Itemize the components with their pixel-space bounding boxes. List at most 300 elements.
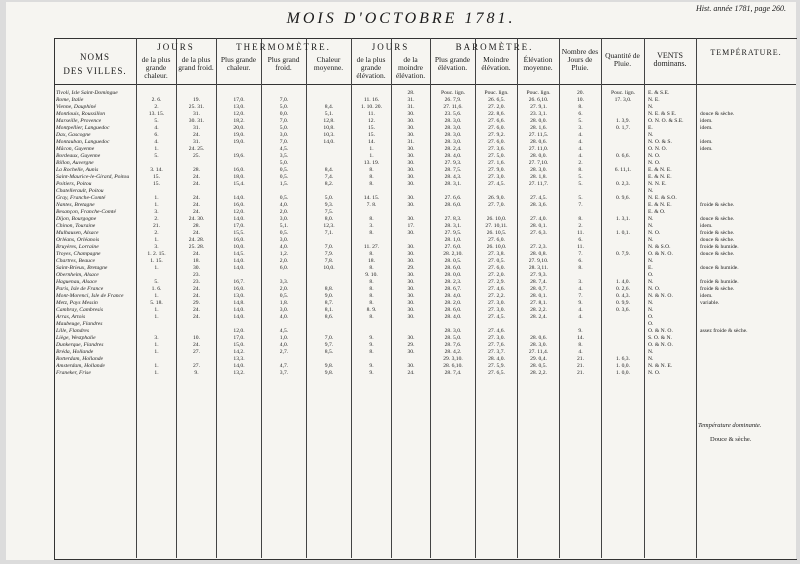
- cell-bmax: 28. 3,0.: [444, 328, 462, 334]
- cell-bmin: 27. 3,0.: [488, 307, 505, 313]
- cell-temp: [700, 272, 793, 279]
- cell-name: Lille, Flandres: [56, 328, 90, 334]
- cell-qp: 0. 4,3.: [616, 293, 630, 299]
- cell-nj: 10.: [577, 97, 584, 103]
- cell-bmin: [477, 321, 516, 328]
- cell-vent: E. & O.: [648, 209, 666, 215]
- cell-j2: 25. 31.: [188, 104, 205, 110]
- cell-j1: 5.: [154, 153, 159, 159]
- cell-bmoy: 27. 11,4.: [528, 349, 549, 355]
- cell-bmoy: 27. 9,10.: [528, 258, 549, 264]
- page-title: MOIS D'OCTOBRE 1781.: [286, 10, 516, 27]
- cell-j1: 3.: [154, 209, 159, 215]
- cell-name: Rome, Italie: [56, 97, 84, 103]
- cell-j1: [138, 321, 175, 328]
- cell-nj: 7.: [578, 251, 583, 257]
- cell-temp: [700, 195, 793, 202]
- cell-j1: 15.: [153, 181, 160, 187]
- cell-tmoy: 14,0.: [323, 139, 335, 145]
- cell-bmoy: 27. 2,3.: [530, 244, 547, 250]
- cell-j1: 5. 18.: [150, 300, 163, 306]
- cell-tmin: 0,5.: [279, 195, 289, 201]
- cell-bmin: 27. 3,8.: [488, 251, 505, 257]
- cell-temp: idem.: [700, 223, 713, 229]
- cell-tmin: 1,2.: [279, 251, 289, 257]
- cell-j2: 24.: [193, 230, 200, 236]
- cell-bmax: 28. 3,0.: [444, 139, 462, 145]
- cell-j3: 8.: [369, 293, 374, 299]
- cell-nj: 21.: [577, 370, 584, 376]
- cell-tmax: 14,0.: [233, 314, 245, 320]
- cell-qp: [603, 342, 643, 349]
- cell-j2: 27.: [193, 363, 200, 369]
- cell-nj: 4.: [578, 146, 583, 152]
- cell-j4: [393, 237, 429, 244]
- cell-j4: 28.: [407, 90, 415, 96]
- cell-tmin: 0,5.: [279, 174, 289, 180]
- cell-vent: O. N. O. & S.E.: [648, 118, 684, 124]
- cell-j1: 2. 6.: [151, 97, 162, 103]
- cell-j1: 1.: [154, 146, 159, 152]
- cell-name: Liège, Westphalie: [56, 335, 96, 341]
- cell-vent: E. & N. E.: [648, 202, 672, 208]
- cell-tmoy: [308, 356, 350, 363]
- cell-tmoy: [308, 279, 350, 286]
- cell-j3: 8.: [369, 167, 374, 173]
- table-row: [6, 118, 796, 125]
- cell-j2: 31.: [193, 111, 200, 117]
- cell-j2: 25.: [193, 153, 200, 159]
- cell-vent: O. & N. O.: [648, 342, 673, 348]
- cell-bmax: 28. 6,0.: [444, 265, 462, 271]
- header-max-elevation-day: de la plus grande élévation.: [356, 55, 386, 80]
- cell-tmoy: 8,2.: [324, 181, 334, 187]
- cell-vent: E. & N. E.: [648, 167, 672, 173]
- cell-nj: 9.: [578, 328, 583, 334]
- cell-name: Montauban, Languedoc: [56, 139, 110, 145]
- table-row: [6, 265, 796, 272]
- cell-j4: [393, 188, 429, 195]
- table-row: [6, 195, 796, 202]
- cell-j3: 1. 10. 20.: [361, 104, 382, 110]
- cell-temp: [700, 342, 793, 349]
- cell-j1: [138, 328, 175, 335]
- cell-name: Bruyères, Lorraine: [56, 244, 99, 250]
- cell-tmin: 1,0.: [279, 335, 289, 341]
- cell-vent: O. & N. O.: [648, 251, 673, 257]
- cell-tmax: 15,0.: [233, 342, 245, 348]
- cell-name: Poitiers, Poitou: [56, 181, 92, 187]
- cell-vent: N.: [648, 349, 654, 355]
- cell-nj: 3.: [578, 279, 583, 285]
- cell-tmoy: 10,0.: [323, 265, 335, 271]
- cell-j2: 28.: [193, 223, 200, 229]
- cell-qp: 1. 0,1.: [616, 230, 630, 236]
- cell-name: Orléans, Orléanois: [56, 237, 100, 243]
- cell-temp: idem.: [700, 139, 713, 145]
- cell-qp: [603, 223, 643, 230]
- cell-j3: [353, 188, 390, 195]
- cell-bmoy: 28. 0,8.: [530, 251, 547, 257]
- cell-bmoy: 27. 9,1.: [530, 104, 547, 110]
- cell-temp: douce & humide.: [700, 265, 739, 271]
- cell-name: Chartres, Beauce: [56, 258, 95, 264]
- cell-bmoy: 28. 0,1.: [530, 293, 547, 299]
- cell-nj: 7.: [578, 293, 583, 299]
- cell-j2: 24.: [193, 195, 200, 201]
- header-thermo-max: Plus grande chaleur.: [220, 55, 257, 72]
- cell-bmin: 26. 9,0.: [488, 195, 505, 201]
- cell-name: Vienne, Dauphiné: [56, 104, 96, 110]
- header-temperature: TEMPÉRATURE.: [710, 48, 782, 57]
- cell-temp: assez froide & sèche.: [700, 328, 748, 334]
- cell-vent: N. N. E.: [648, 181, 667, 187]
- cell-j3: 8.: [369, 265, 374, 271]
- cell-j3: 8.: [369, 174, 374, 180]
- cell-qp: [603, 328, 643, 335]
- cell-nj: 20.: [577, 90, 584, 96]
- cell-tmin: [263, 188, 305, 195]
- cell-j2: 24.: [193, 202, 200, 208]
- cell-bmax: 23. 5,6.: [444, 111, 462, 117]
- cell-tmax: [218, 272, 260, 279]
- cell-tmin: 0,5.: [279, 230, 289, 236]
- cell-temp: froide & humide.: [700, 279, 739, 285]
- cell-tmoy: 7,9.: [324, 251, 334, 257]
- jours-chaleur-group: JOURS: [157, 42, 195, 52]
- table-row: [6, 230, 796, 237]
- cell-j1: 13. 15.: [148, 111, 165, 117]
- cell-j2: 28.: [193, 167, 200, 173]
- cell-temp: [700, 104, 793, 111]
- cell-qp: [603, 174, 643, 181]
- cell-vent: N.: [648, 300, 654, 306]
- cell-qp: 0. 1,7.: [616, 125, 630, 131]
- cell-bmax: 28. 6,0.: [444, 202, 462, 208]
- cell-j2: 24.: [193, 307, 200, 313]
- cell-bmoy: 29. 0,4.: [530, 356, 547, 362]
- cell-bmin: [477, 188, 516, 195]
- cell-tmoy: [308, 146, 350, 153]
- cell-qp: 0. 9,9.: [616, 300, 630, 306]
- cell-temp: [700, 97, 793, 104]
- cell-tmax: 13,3.: [233, 356, 245, 362]
- cell-qp: 0. 2,6.: [616, 286, 630, 292]
- cell-bmoy: 28. 0,0.: [530, 118, 547, 124]
- cell-bmax: 28. 6,10.: [443, 363, 463, 369]
- names-header: [56, 50, 134, 78]
- cell-name: Mâcon, Guyenne: [56, 146, 95, 152]
- cell-j1: 1.: [154, 307, 159, 313]
- cell-name: Tivoli, Isle Saint-Domingue: [56, 90, 118, 96]
- cell-tmax: 14,0.: [233, 195, 245, 201]
- cell-tmin: 4,0.: [279, 202, 289, 208]
- cell-temp: [700, 370, 793, 377]
- cell-tmin: [263, 356, 305, 363]
- cell-j3: 9.: [369, 342, 374, 348]
- cell-j3: [353, 356, 390, 363]
- cell-bmoy: 27. 8,1.: [530, 300, 547, 306]
- cell-bmin: 27. 3,0.: [488, 174, 505, 180]
- cell-j3: 18.: [368, 258, 375, 264]
- cell-nj: 21.: [577, 363, 584, 369]
- cell-temp: [700, 349, 793, 356]
- cell-nj: [561, 272, 600, 279]
- cell-tmin: 1,5.: [279, 181, 289, 187]
- cell-nj: 4.: [578, 314, 583, 320]
- cell-name: Chatellerault, Poitou: [56, 188, 104, 194]
- cell-nj: 4.: [578, 139, 583, 145]
- cell-temp: [700, 132, 793, 139]
- barometer-group: BAROMÈTRE.: [455, 42, 534, 52]
- table-row: [6, 335, 796, 342]
- cell-bmax: [432, 209, 474, 216]
- cell-j4: 30.: [407, 216, 415, 222]
- cell-bmoy: 27. 7,10.: [528, 160, 549, 166]
- cell-bmoy: [519, 237, 558, 244]
- cell-tmin: 4,0.: [279, 314, 289, 320]
- cell-j1: 15.: [153, 174, 160, 180]
- cell-j4: 31.: [407, 104, 415, 110]
- cell-vent: O.: [648, 272, 654, 278]
- cell-j1: 2.: [154, 230, 159, 236]
- cell-name: Saint-Maurice-le-Girard, Poitou: [56, 174, 130, 180]
- cell-bmoy: 27. 6,3.: [530, 230, 547, 236]
- cell-j3: [353, 90, 390, 97]
- cell-j2: 10.: [193, 335, 200, 341]
- cell-temp: [700, 321, 793, 328]
- cell-tmax: 14,0.: [233, 258, 245, 264]
- cell-bmoy: 28. 0,0.: [530, 153, 547, 159]
- cell-name: Montlouis, Roussillon: [56, 111, 106, 117]
- cell-tmoy: 9,3.: [324, 202, 334, 208]
- cell-j3: 8.: [369, 349, 374, 355]
- cell-tmin: 0,5.: [279, 293, 289, 299]
- cell-tmin: 2,0.: [279, 258, 289, 264]
- cell-bmin: 27. 2,0.: [488, 104, 505, 110]
- cell-nj: 14.: [577, 335, 584, 341]
- cell-temp: douce & sèche.: [700, 111, 735, 117]
- cell-bmax: 28. 2,10.: [443, 251, 463, 257]
- cell-vent: O.: [648, 314, 654, 320]
- cell-tmax: [218, 160, 260, 167]
- cell-temp: idem.: [700, 146, 713, 152]
- cell-tmin: 3,5.: [279, 153, 289, 159]
- cell-bmin: 27. 6,0.: [488, 139, 505, 145]
- cell-tmoy: 10,8.: [323, 125, 335, 131]
- cell-tmoy: [308, 237, 350, 244]
- cell-bmoy: [519, 188, 558, 195]
- cell-nj: 8.: [578, 216, 583, 222]
- cell-j3: 8.: [369, 181, 374, 187]
- cell-bmax: Pouc. lign.: [440, 90, 466, 96]
- cell-bmin: 27. 7,0.: [488, 202, 505, 208]
- cell-j2: 31.: [193, 125, 200, 131]
- cell-bmin: 27. 3,0.: [488, 300, 505, 306]
- cell-qp: 1. 0,0.: [616, 370, 630, 376]
- cell-bmax: 28. 6,0.: [444, 307, 462, 313]
- cell-j3: 14. 15.: [363, 195, 380, 201]
- cell-j4: 24.: [407, 370, 415, 376]
- cell-vent: N.: [648, 258, 654, 264]
- cell-tmin: 5,0.: [279, 160, 289, 166]
- cell-bmoy: 27. 4,5.: [530, 195, 547, 201]
- cell-j1: 2.: [154, 216, 159, 222]
- cell-tmin: 3,0.: [279, 132, 289, 138]
- cell-j1: 4.: [154, 125, 159, 131]
- header-plus-grande-chaleur-day: de la plus grande chaleur.: [141, 55, 171, 80]
- cell-j2: 24.: [193, 209, 200, 215]
- cell-tmoy: 12,3.: [323, 223, 335, 229]
- cell-tmax: 19,6.: [233, 153, 245, 159]
- cell-j3: 7. 8.: [366, 202, 377, 208]
- cell-qp: 1. 3,1.: [616, 216, 630, 222]
- cell-j4: 17.: [407, 223, 415, 229]
- cell-temp: [700, 90, 793, 97]
- cell-name: Haguenau, Alsace: [56, 279, 97, 285]
- cell-tmoy: 10,3.: [323, 132, 335, 138]
- cell-tmin: 4,5.: [279, 328, 289, 334]
- table-row: [6, 293, 796, 300]
- cell-qp: [603, 146, 643, 153]
- cell-qp: [603, 244, 643, 251]
- cell-j3: 1.: [369, 153, 374, 159]
- cell-name: Rotterdam, Hollande: [56, 356, 104, 362]
- cell-name: Besançon, Franche-Comté: [56, 209, 116, 215]
- cell-temp: douce & sèche.: [700, 237, 735, 243]
- cell-vent: N.: [648, 104, 654, 110]
- cell-tmoy: 9,0.: [324, 293, 334, 299]
- cell-tmoy: [308, 321, 350, 328]
- cell-j2: 24.: [193, 174, 200, 180]
- cell-tmoy: 8,6.: [324, 314, 334, 320]
- cell-name: Billon, Auvergne: [56, 160, 94, 166]
- cell-bmax: 27. 6,0.: [444, 244, 462, 250]
- cell-j4: [393, 328, 429, 335]
- cell-qp: 17. 3,0.: [614, 97, 632, 103]
- cell-tmin: 4,0.: [279, 244, 289, 250]
- cell-tmoy: 8,0.: [324, 216, 334, 222]
- cell-bmin: 27. 2,0.: [488, 272, 505, 278]
- cell-tmax: 13,2.: [233, 370, 245, 376]
- cell-tmin: 3,3.: [279, 279, 289, 285]
- header-thermo-min: Plus grand froid.: [267, 55, 300, 72]
- cell-tmax: [218, 90, 260, 97]
- cell-bmin: 26. 10,0.: [486, 216, 507, 222]
- cell-j1: 1.: [154, 314, 159, 320]
- cell-nj: 4.: [578, 349, 583, 355]
- cell-bmoy: [519, 209, 558, 216]
- cell-temp: froide & humide.: [700, 244, 739, 250]
- cell-tmax: 13,0.: [233, 293, 245, 299]
- cell-bmoy: 28. 1,6.: [530, 125, 547, 131]
- cell-bmin: 27. 4,6.: [488, 286, 505, 292]
- cell-vent: N.: [648, 237, 654, 243]
- cell-nj: 5.: [578, 118, 583, 124]
- cell-j1: 1. 15.: [150, 258, 163, 264]
- cell-nj: 8.: [578, 342, 583, 348]
- cell-j1: 1.: [154, 349, 159, 355]
- cell-j1: 5.: [154, 279, 159, 285]
- page-reference: Hist. année 1781, page 260.: [696, 4, 786, 13]
- cell-tmax: [218, 321, 260, 328]
- cell-vent: E. & S.E.: [648, 90, 670, 96]
- cell-name: Mulhausen, Alsace: [56, 230, 99, 236]
- header-rain-days: Nombre des Jours de Pluie.: [561, 47, 599, 72]
- cell-name: Franeker, Frise: [56, 370, 91, 376]
- cell-qp: [603, 202, 643, 209]
- header-baro-min: Moindre élévation.: [481, 55, 511, 72]
- cell-j3: [353, 328, 390, 335]
- cell-j4: 30.: [407, 258, 415, 264]
- cell-vent: N. O.: [648, 230, 661, 236]
- cell-tmoy: 7,8.: [324, 258, 334, 264]
- cell-tmax: 16,0.: [233, 167, 245, 173]
- cell-bmin: 26. 6,5.: [488, 97, 505, 103]
- cell-tmoy: [308, 272, 350, 279]
- cell-qp: [603, 335, 643, 342]
- cell-bmax: 27. 8,3.: [444, 216, 462, 222]
- cell-bmax: 28. 2,0.: [444, 300, 462, 306]
- cell-bmin: 27. 6,6.: [488, 118, 505, 124]
- cell-vent: N.: [648, 188, 654, 194]
- cell-tmoy: 8,1.: [324, 307, 334, 313]
- cell-tmin: 3,0.: [279, 237, 289, 243]
- cell-tmoy: 7,5.: [324, 209, 334, 215]
- cell-bmoy: 28. 3,0.: [530, 342, 547, 348]
- table-row: [6, 356, 796, 363]
- cell-j3: 11.: [368, 111, 375, 117]
- cell-qp: [603, 209, 643, 216]
- cell-bmax: [432, 188, 474, 195]
- cell-vent: N. O. & S.: [648, 139, 672, 145]
- table-row: [6, 153, 796, 160]
- cell-temp: [700, 258, 793, 265]
- cell-tmin: 7,0.: [279, 139, 289, 145]
- cell-qp: 6. 11,1.: [614, 167, 632, 173]
- cell-j3: 12.: [368, 118, 375, 124]
- cell-temp: [700, 160, 793, 167]
- cell-nj: [561, 188, 600, 195]
- cell-bmax: 28. 2,3.: [444, 279, 462, 285]
- cell-name: Chinon, Touraine: [56, 223, 96, 229]
- cell-tmax: 12,0.: [233, 328, 245, 334]
- header-divider: [54, 84, 796, 85]
- cell-bmax: 28. 3,1.: [444, 181, 462, 187]
- cell-vent: S. O. & N.: [648, 335, 672, 341]
- cell-bmax: 27. 6,6.: [444, 195, 462, 201]
- header-baro-mean: Élévation moyenne.: [523, 55, 553, 72]
- cell-bmax: 27. 11,6.: [443, 104, 463, 110]
- cell-j2: 24.: [193, 181, 200, 187]
- cell-tmin: 0,0.: [279, 111, 289, 117]
- cell-bmax: 28. 7,4.: [444, 370, 462, 376]
- cell-j1: [138, 90, 175, 97]
- cell-tmax: 14,8.: [233, 300, 245, 306]
- cell-tmin: 7,0.: [279, 97, 289, 103]
- cell-tmax: 17,0.: [233, 335, 245, 341]
- cell-vent: N. & S.O.: [648, 244, 671, 250]
- cell-tmin: 4,7.: [279, 363, 289, 369]
- cell-bmoy: Pouc. lign.: [526, 90, 551, 96]
- cell-tmoy: [308, 188, 350, 195]
- cell-qp: [603, 314, 643, 321]
- cell-bmin: 27. 9,2.: [488, 132, 505, 138]
- table-row: [6, 202, 796, 209]
- cell-tmin: 4,0.: [279, 342, 289, 348]
- cell-vent: N. E. & S.O.: [648, 195, 677, 201]
- cell-j4: 30.: [407, 160, 415, 166]
